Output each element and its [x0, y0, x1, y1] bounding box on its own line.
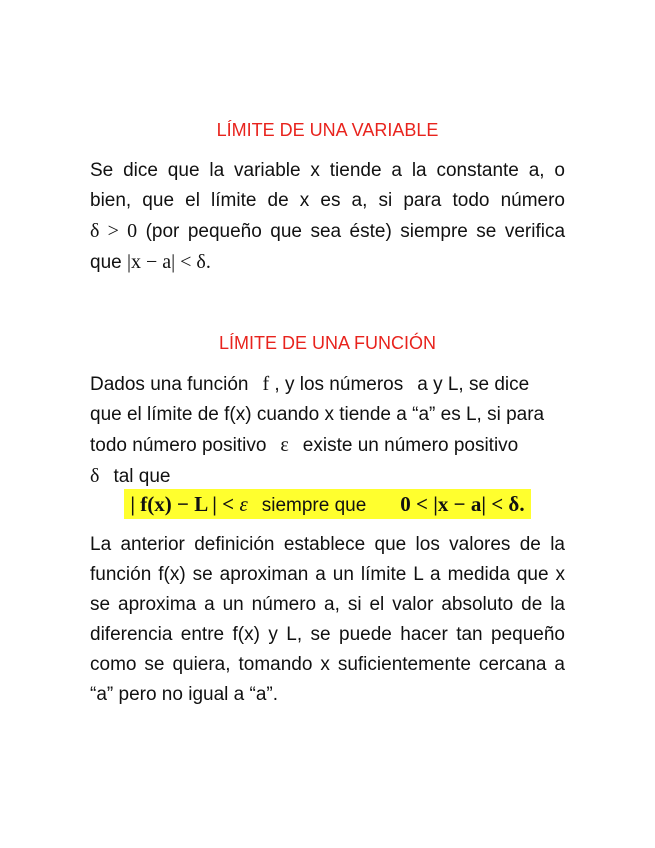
math-epsilon: ε — [280, 434, 289, 456]
text-line — [90, 247, 565, 278]
section-title-variable: LÍMITE DE UNA VARIABLE — [216, 120, 439, 140]
text-line — [90, 216, 565, 247]
paragraph-variable-definition — [90, 156, 565, 278]
text-line: se aproxima a un número a, si el valor absoluto de la — [90, 594, 565, 615]
text-fragment: todo número positivo — [90, 435, 267, 456]
formula-condition-text: siempre que — [261, 495, 367, 516]
text-fragment: existe un número positivo — [302, 435, 519, 456]
highlighted-formula-row — [0, 489, 655, 521]
text-fragment: (por pequeño que sea éste) siempre se verifica — [145, 221, 566, 242]
text-line: que el límite de f(x) cuando x tiende a “a” es L, si para — [90, 404, 545, 425]
highlighted-formula — [124, 489, 530, 519]
math-abs-inequality: |x − a| < δ. — [126, 251, 211, 273]
formula-epsilon: ε — [239, 492, 248, 516]
text-fragment: a y L, se dice — [417, 374, 530, 395]
text-line — [90, 461, 565, 492]
text-line: bien, que el límite de x es a, si para todo número — [90, 190, 565, 211]
paragraph-explanation — [90, 530, 565, 710]
formula-left: | f(x) − L | < — [130, 492, 235, 516]
text-fragment: tal que — [113, 466, 171, 487]
text-fragment: , y los números — [274, 374, 404, 395]
text-line: “a” pero no igual a “a”. — [90, 684, 278, 705]
math-delta: δ — [90, 465, 100, 487]
formula-right: 0 < |x − a| < δ. — [400, 492, 525, 516]
math-delta-positive: δ > 0 — [90, 220, 138, 242]
paragraph-function-definition — [90, 369, 565, 492]
text-line: función f(x) se aproximan a un límite L a medida que x — [90, 564, 565, 585]
text-fragment: que — [90, 252, 122, 273]
text-fragment: Dados una función — [90, 374, 249, 395]
math-f: f — [262, 373, 270, 395]
text-line: como se quiera, tomando x suficientemente cercana a — [90, 654, 565, 675]
text-line — [90, 369, 565, 400]
text-line: Se dice que la variable x tiende a la constante a, o — [90, 160, 565, 181]
text-line: La anterior definición establece que los valores de la — [90, 534, 565, 555]
section-title-function: LÍMITE DE UNA FUNCIÓN — [218, 333, 437, 353]
text-line — [90, 430, 565, 461]
text-line: diferencia entre f(x) y L, se puede hacer tan pequeño — [90, 624, 565, 645]
